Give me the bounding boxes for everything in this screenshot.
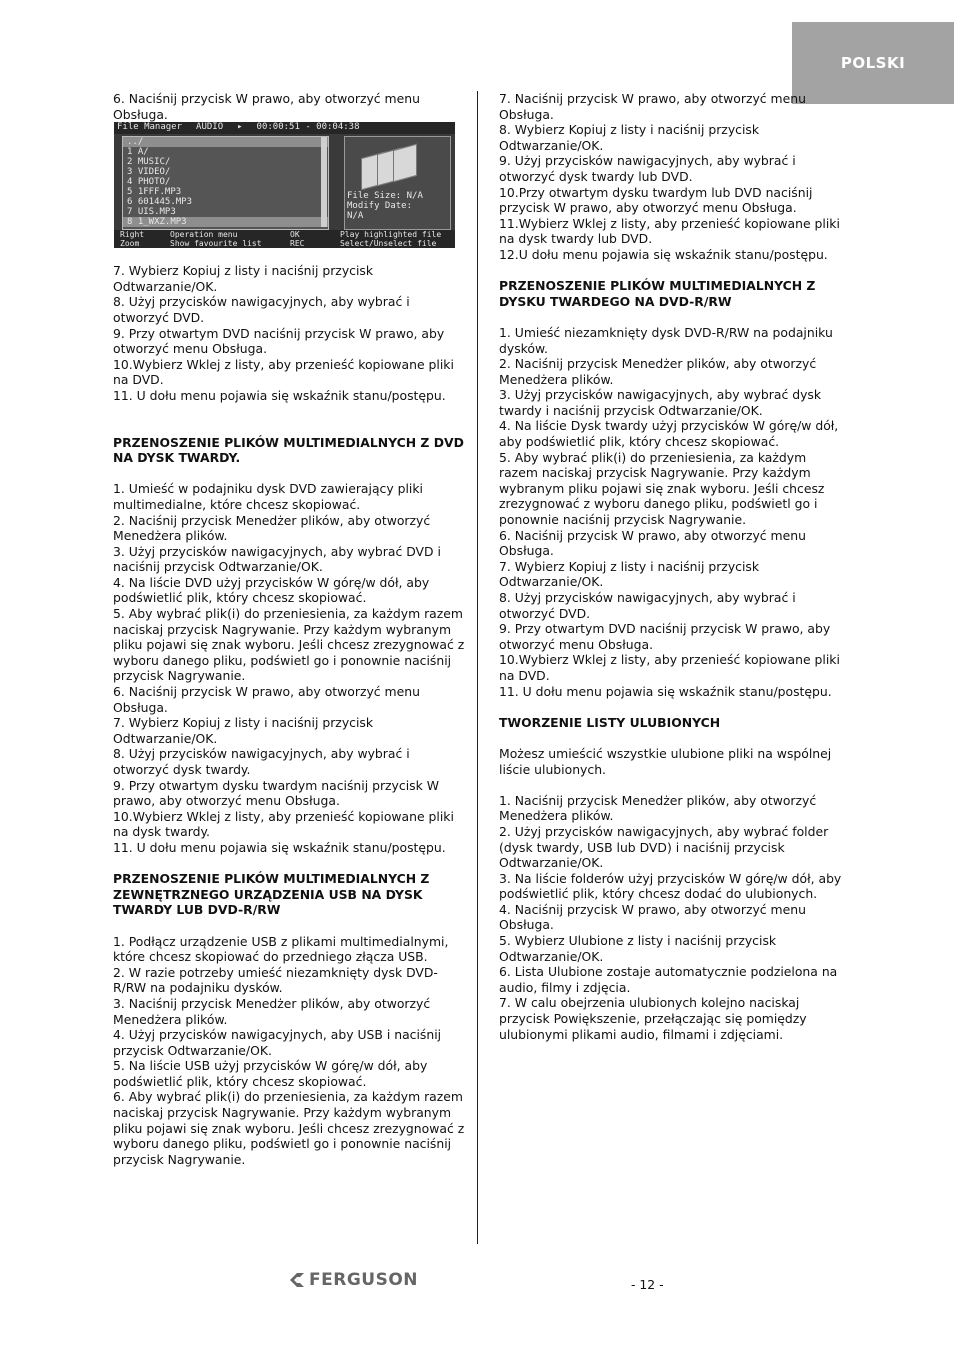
step: 10.Wybierz Wklej z listy, aby przenieść kopiowane pliki na DVD. (113, 356, 454, 388)
screenshot-help-bar (114, 230, 455, 248)
screenshot-title-bar (114, 122, 455, 134)
step: 6. Naciśnij przycisk W prawo, aby otworzyć menu Obsługa. (113, 684, 420, 715)
file-manager-screenshot (114, 122, 455, 248)
modify-date-label: Modify Date: (347, 201, 413, 212)
step: 4. Naciśnij przycisk W prawo, aby otworzyć menu Obsługa. (499, 901, 806, 933)
section-heading: PRZENOSZENIE PLIKÓW MULTIMEDIALNYCH Z ZEWNĘTRZNEGO URZĄDZENIA USB NA DYSK TWARDY LUB DVD-R/RW (113, 871, 430, 918)
section-heading: TWORZENIE LISTY ULUBIONYCH (499, 714, 721, 730)
help-key: REC (290, 239, 305, 249)
step: 12.U dołu menu pojawia się wskaźnik stanu/postępu. (499, 246, 828, 262)
paragraph: 6. Naciśnij przycisk W prawo, aby otworzyć menu Obsługa. (113, 91, 420, 122)
step: 8. Użyj przycisków nawigacyjnych, aby wybrać i otworzyć DVD. (499, 590, 796, 621)
step: 7. Naciśnij przycisk W prawo, aby otworzyć menu Obsługa. (499, 91, 806, 122)
step: 7. Wybierz Kopiuj z listy i naciśnij przycisk Odtwarzanie/OK. (113, 715, 374, 746)
list-item: 6 601445.MP3 (127, 197, 193, 208)
step: 4. Na liście Dysk twardy użyj przycisków W górę/w dół, aby podświetlić plik, który chcesz skopiować. (499, 418, 839, 450)
step: 9. Przy otwartym DVD naciśnij przycisk W prawo, aby otworzyć menu Obsługa. (113, 325, 445, 357)
step: 5. Aby wybrać plik(i) do przeniesienia, za każdym razem naciskaj przycisk Nagrywanie. Przy każdym wybranym pliku pojawi się znak wyboru. Jeśli chcesz zrezygnować z wyboru danego pliku, podświetl go i ponownie naciśnij przycisk Nagrywanie. (499, 449, 825, 528)
screenshot-time: 00:00:51 - 00:04:38 (256, 122, 360, 133)
screenshot-scrollbar (321, 137, 327, 227)
help-key: Zoom (120, 239, 140, 249)
section-heading: PRZENOSZENIE PLIKÓW MULTIMEDIALNYCH Z DVD NA DYSK TWARDY. (113, 434, 464, 466)
step: 1. Umieść niezamknięty dysk DVD-R/RW na podajniku dysków. (499, 324, 833, 356)
step: 7. Wybierz Kopiuj z listy i naciśnij przycisk Odtwarzanie/OK. (113, 263, 374, 294)
step: 2. Naciśnij przycisk Menedżer plików, aby otworzyć Menedżera plików. (499, 356, 817, 387)
list-item: 2 MUSIC/ (127, 157, 171, 168)
help-action: Select/Unselect file (340, 239, 437, 249)
step: 11. U dołu menu pojawia się wskaźnik stanu/postępu. (113, 387, 446, 403)
step: 3. Użyj przycisków nawigacyjnych, aby wybrać DVD i naciśnij przycisk Odtwarzanie/OK. (113, 543, 441, 575)
step: 6. Naciśnij przycisk W prawo, aby otworzyć menu Obsługa. (499, 527, 806, 559)
step: 11. U dołu menu pojawia się wskaźnik stanu/postępu. (499, 683, 832, 699)
step: 1. Podłącz urządzenie USB z plikami multimedialnymi, które chcesz skopiować do przedniego złącza USB. (113, 933, 449, 965)
step: 2. W razie potrzeby umieść niezamknięty dysk DVD-R/RW na podajniku dysków. (113, 964, 438, 996)
step: 1. Naciśnij przycisk Menedżer plików, aby otworzyć Menedżera plików. (499, 792, 817, 824)
step: 8. Użyj przycisków nawigacyjnych, aby wybrać i otworzyć DVD. (113, 294, 410, 325)
list-item: 1 A/ (127, 147, 149, 158)
language-tab: POLSKI (792, 22, 954, 104)
step: 2. Naciśnij przycisk Menedżer plików, aby otworzyć Menedżera plików. (113, 512, 431, 544)
folder-stack-icon (361, 147, 431, 187)
file-size-label: File Size: N/A (347, 191, 423, 202)
help-action: Play highlighted file (340, 230, 442, 240)
list-item: 4 PHOTO/ (127, 177, 171, 188)
screenshot-title: File Manager (117, 122, 183, 133)
screenshot-file-list (122, 136, 329, 230)
step: 11.Wybierz Wklej z listy, aby przenieść kopiowane pliki na dysk twardy lub DVD. (499, 215, 840, 247)
play-icon: ▸ (237, 122, 243, 133)
help-action: Show favourite list (170, 239, 262, 249)
step: 11. U dołu menu pojawia się wskaźnik stanu/postępu. (113, 839, 446, 855)
step: 1. Umieść w podajniku dysk DVD zawierający pliki multimedialne, które chcesz skopiować. (113, 481, 423, 512)
step: 10.Wybierz Wklej z listy, aby przenieść kopiowane pliki na dysk twardy. (113, 808, 454, 840)
help-action: Operation menu (170, 230, 238, 240)
step: 6. Aby wybrać plik(i) do przeniesienia, za każdym razem naciskaj przycisk Nagrywanie. Przy każdym wybranym pliku pojawi się znak wyboru. Jeśli chcesz zrezygnować z wyboru danego pliku, podświetl go i ponownie naciśnij przycisk Nagrywanie. (113, 1089, 465, 1167)
screenshot-info-panel (344, 136, 451, 230)
screenshot-mode: AUDIO (196, 122, 224, 133)
step: 3. Użyj przycisków nawigacyjnych, aby wybrać dysk twardy i naciśnij przycisk Odtwarzanie/OK. (499, 387, 822, 418)
step: 6. Lista Ulubione zostaje automatycznie podzielona na audio, filmy i zdjęcia. (499, 964, 838, 995)
paragraph: Możesz umieścić wszystkie ulubione pliki na wspólnej liście ulubionych. (499, 745, 832, 777)
help-key: Right (120, 230, 145, 240)
page-number: - 12 - (631, 1277, 664, 1292)
step: 7. W calu obejrzenia ulubionych kolejno naciskaj przycisk Powiększenie, przełączając się pomiędzy ulubionymi plikami audio, filmami i zdjęciami. (499, 995, 807, 1042)
list-item: 5 1FFF.MP3 (127, 187, 182, 198)
step: 4. Użyj przycisków nawigacyjnych, aby USB i naciśnij przycisk Odtwarzanie/OK. (113, 1027, 442, 1058)
step: 8. Użyj przycisków nawigacyjnych, aby wybrać i otworzyć dysk twardy. (113, 746, 410, 777)
step: 5. Wybierz Ulubione z listy i naciśnij przycisk Odtwarzanie/OK. (499, 933, 777, 964)
section-heading: PRZENOSZENIE PLIKÓW MULTIMEDIALNYCH Z DYSKU TWARDEGO NA DVD-R/RW (499, 278, 816, 309)
list-item: ../ (123, 137, 328, 147)
step: 8. Wybierz Kopiuj z listy i naciśnij przycisk Odtwarzanie/OK. (499, 122, 760, 153)
ferguson-logo-icon (288, 1272, 306, 1288)
step: 3. Naciśnij przycisk Menedżer plików, aby otworzyć Menedżera plików. (113, 995, 431, 1027)
step: 3. Na liście folderów użyj przycisków W górę/w dół, aby podświetlić plik, który chcesz dodać do ulubionych. (499, 870, 842, 902)
modify-date-value: N/A (347, 211, 364, 222)
list-item: 7 UIS.MP3 (127, 207, 176, 218)
step: 9. Przy otwartym dysku twardym naciśnij przycisk W prawo, aby otworzyć menu Obsługa. (113, 777, 439, 809)
brand-logo (288, 1270, 418, 1290)
step: 4. Na liście DVD użyj przycisków W górę/w dół, aby podświetlić plik, który chcesz skopiować. (113, 574, 430, 606)
right-column (499, 91, 844, 1042)
column-divider (477, 91, 478, 1244)
step: 7. Wybierz Kopiuj z listy i naciśnij przycisk Odtwarzanie/OK. (499, 558, 760, 590)
step: 5. Aby wybrać plik(i) do przeniesienia, za każdym razem naciskaj przycisk Nagrywanie. Przy każdym wybranym pliku pojawi się znak wyboru. Jeśli chcesz zrezygnować z wyboru danego pliku, podświetl go i ponownie naciśnij przycisk Nagrywanie. (113, 606, 465, 684)
step: 10.Przy otwartym dysku twardym lub DVD naciśnij przycisk W prawo, aby otworzyć menu Obsługa. (499, 184, 813, 216)
step: 9. Użyj przycisków nawigacyjnych, aby wybrać i otworzyć dysk twardy lub DVD. (499, 153, 796, 184)
step: 2. Użyj przycisków nawigacyjnych, aby wybrać folder (dysk twardy, USB lub DVD) i naciśnij przycisk Odtwarzanie/OK. (499, 823, 829, 871)
step: 10.Wybierz Wklej z listy, aby przenieść kopiowane pliki na DVD. (499, 652, 840, 683)
left-column (113, 91, 465, 1167)
step: 9. Przy otwartym DVD naciśnij przycisk W prawo, aby otworzyć menu Obsługa. (499, 621, 831, 652)
help-key: OK (290, 230, 300, 240)
brand-name: FERGUSON (309, 1270, 418, 1290)
list-item: 8 1_WXZ.MP3 (123, 217, 328, 227)
step: 5. Na liście USB użyj przycisków W górę/w dół, aby podświetlić plik, który chcesz skopiować. (113, 1058, 428, 1089)
list-item: 3 VIDEO/ (127, 167, 171, 178)
